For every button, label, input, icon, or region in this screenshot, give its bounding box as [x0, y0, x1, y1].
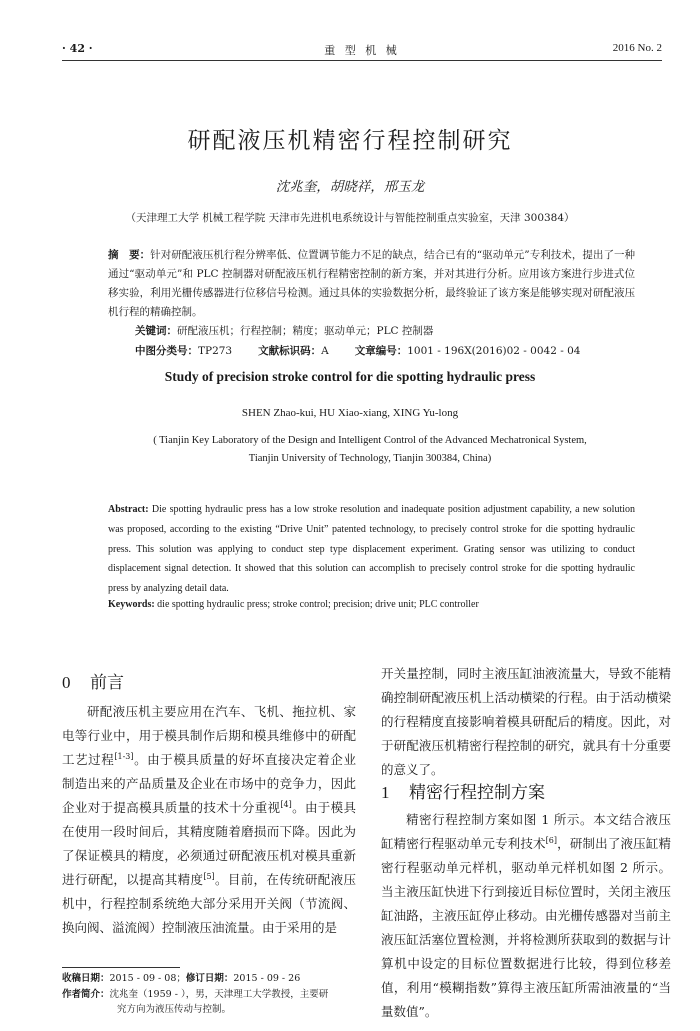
abstract-english — [108, 500, 635, 599]
journal-name: 重 型 机 械 — [324, 44, 400, 57]
section-0-paragraph-1 — [62, 700, 356, 940]
left-column — [62, 700, 356, 940]
revised-date: 2015 - 09 - 26 — [233, 973, 301, 984]
section-1-paragraph-1 — [381, 808, 671, 1024]
section-1-number: 1 — [381, 783, 390, 802]
affiliation-english-line1: ( Tianjin Key Laboratory of the Design and Intelligent Control of the Advanced Mechatronical System, — [153, 435, 587, 446]
text-run: 。由于模具在使用一段时间后，其精度随着磨损而下降。因此为了保证模具的精度，必须通过研配液压机对模具重新进行研配，以提高其精度 — [62, 800, 356, 887]
section-0-heading — [62, 668, 124, 693]
footnote-rule — [62, 967, 180, 968]
received-label: 收稿日期： — [62, 973, 110, 984]
footnote-author-cont: 究方向为液压传动与控制。 — [117, 1004, 232, 1015]
text-run: 精密行程控制方案如图 1 所示。本文结合液压缸精密行程驱动单元专利技术 — [381, 812, 671, 851]
revised-label: 修订日期： — [185, 973, 234, 984]
footnote-dates — [62, 972, 362, 986]
title-english: Study of precision stroke control for die spotting hydraulic press — [164, 369, 536, 384]
classification-line — [135, 343, 635, 358]
affiliation-chinese: （天津理工大学 机械工程学院 天津市先进机电系统设计与智能控制重点实验室，天津 300384） — [125, 212, 575, 224]
section-0-paragraph-continued: 开关量控制，同时主液压缸油液流量大，导致不能精确控制研配液压机上活动横梁的行程。由于活动横梁的行程精度直接影响着模具研配后的精度。因此，对于研配液压机精密行程控制的研究，就具有十分重要的意义了。 — [381, 666, 671, 777]
author-bio-line1: 沈兆奎（1959 - ），男，天津理工大学教授，主要研 — [109, 989, 329, 1000]
citation: [4] — [280, 800, 292, 809]
clc-label: 中图分类号： — [135, 345, 198, 357]
footnote-author — [62, 988, 362, 1002]
page-number: · 42 · — [62, 42, 93, 55]
article-number-label: 文章编号： — [354, 345, 408, 357]
citation: [1-3] — [114, 752, 134, 761]
text-run: ，研制出了液压缸精密行程驱动单元样机，驱动单元样机如图 2 所示。当主液压缸快进下行到接近目标位置时，关闭主液压缸油路，主液压缸停止移动。由光栅传感器对当前主液压缸活塞位置检测，并将检测所获取到的数据与计算机中设定的目标位置数据进行比较，得到位移差值，利用“模糊指数”算得主液压缸所需油液量的“当量数值”。 — [381, 836, 671, 1019]
citation: [6] — [545, 836, 557, 845]
running-header — [62, 38, 662, 60]
title-chinese: 研配液压机精密行程控制研究 — [187, 128, 513, 154]
keywords-english-text: die spotting hydraulic press; stroke control; precision; drive unit; PLC controller — [157, 599, 479, 610]
issue-label: 2016 No. 2 — [612, 42, 662, 54]
section-1-title: 精密行程控制方案 — [409, 783, 545, 803]
abstract-chinese — [108, 246, 635, 322]
right-column — [381, 662, 671, 782]
text-run: 。目前，在传统研配液压机中，行程控制系统绝大部分采用开关阀（节流阀、换向阀、溢流阀）控制液压油流量。由于采用的是 — [62, 872, 356, 935]
text-run: 。由于模具质量的好坏直接决定着企业制造出来的产品质量及企业在市场中的竞争力，因此企业对于提高模具质量的技术十分重视 — [62, 752, 356, 815]
abstract-chinese-label: 摘 要： — [108, 249, 151, 261]
keywords-english-label: Keywords: — [108, 599, 155, 610]
abstract-english-label: Abstract: — [108, 504, 149, 515]
doc-code-label: 文献标识码： — [258, 345, 322, 357]
author-bio-label: 作者简介： — [62, 989, 110, 1000]
abstract-chinese-text: 针对研配液压机行程分辨率低、位置调节能力不足的缺点，结合已有的“驱动单元”专利技术，提出了一种通过“驱动单元”和 PLC 控制器对研配液压机行程精密控制的新方案，并对其进行分析。应用该方案进行步进式位移实验，利用光栅传感器进行位移信号检测。通过具体的实验数据分析，最终验证了该方案是能够实现对研配液压机行程的精确控制。 — [108, 249, 636, 318]
clc-value: TP273 — [198, 345, 233, 357]
section-0-number: 0 — [62, 673, 71, 692]
section-1-heading — [381, 778, 545, 803]
text-run: 研配液压机主要应用在汽车、飞机、拖拉机、家电等行业中，用于模具制作后期和模具维修中的研配工艺过程 — [62, 704, 356, 767]
right-column-section-1 — [381, 808, 671, 1024]
received-date: 2015 - 09 - 08； — [109, 973, 186, 984]
abstract-english-text: Die spotting hydraulic press has a low stroke resolution and inadequate position adjustment capability, a new solution was proposed, according to the existing “Drive Unit” patented technology, to precisely control stroke for die spotting hydraulic press. This solution was applying to conduct step type displacement experiment. Grating sensor was utilizing to conduct displacement signal detection. It showed that this solution can accomplish to precisely control stroke for die spotting hydraulic press by analyzing detail data. — [108, 504, 636, 595]
affiliation-english-line2: Tianjin University of Technology, Tianjin 300384, China) — [248, 453, 492, 464]
article-number-value: 1001 - 196X(2016)02 - 0042 - 04 — [407, 345, 581, 357]
affiliation-english — [130, 432, 610, 468]
authors-chinese: 沈兆奎，胡晓祥，邢玉龙 — [275, 179, 425, 195]
keywords-english — [108, 599, 635, 610]
authors-english: SHEN Zhao-kui, HU Xiao-xiang, XING Yu-long — [241, 407, 459, 419]
doc-code-value: A — [321, 345, 329, 357]
keywords-chinese-text: 研配液压机；行程控制；精度；驱动单元；PLC 控制器 — [177, 325, 434, 337]
section-0-title: 前言 — [90, 673, 124, 693]
keywords-chinese-label: 关键词： — [135, 325, 177, 337]
citation: [5] — [203, 872, 215, 881]
header-rule — [62, 60, 662, 61]
keywords-chinese — [135, 323, 635, 338]
